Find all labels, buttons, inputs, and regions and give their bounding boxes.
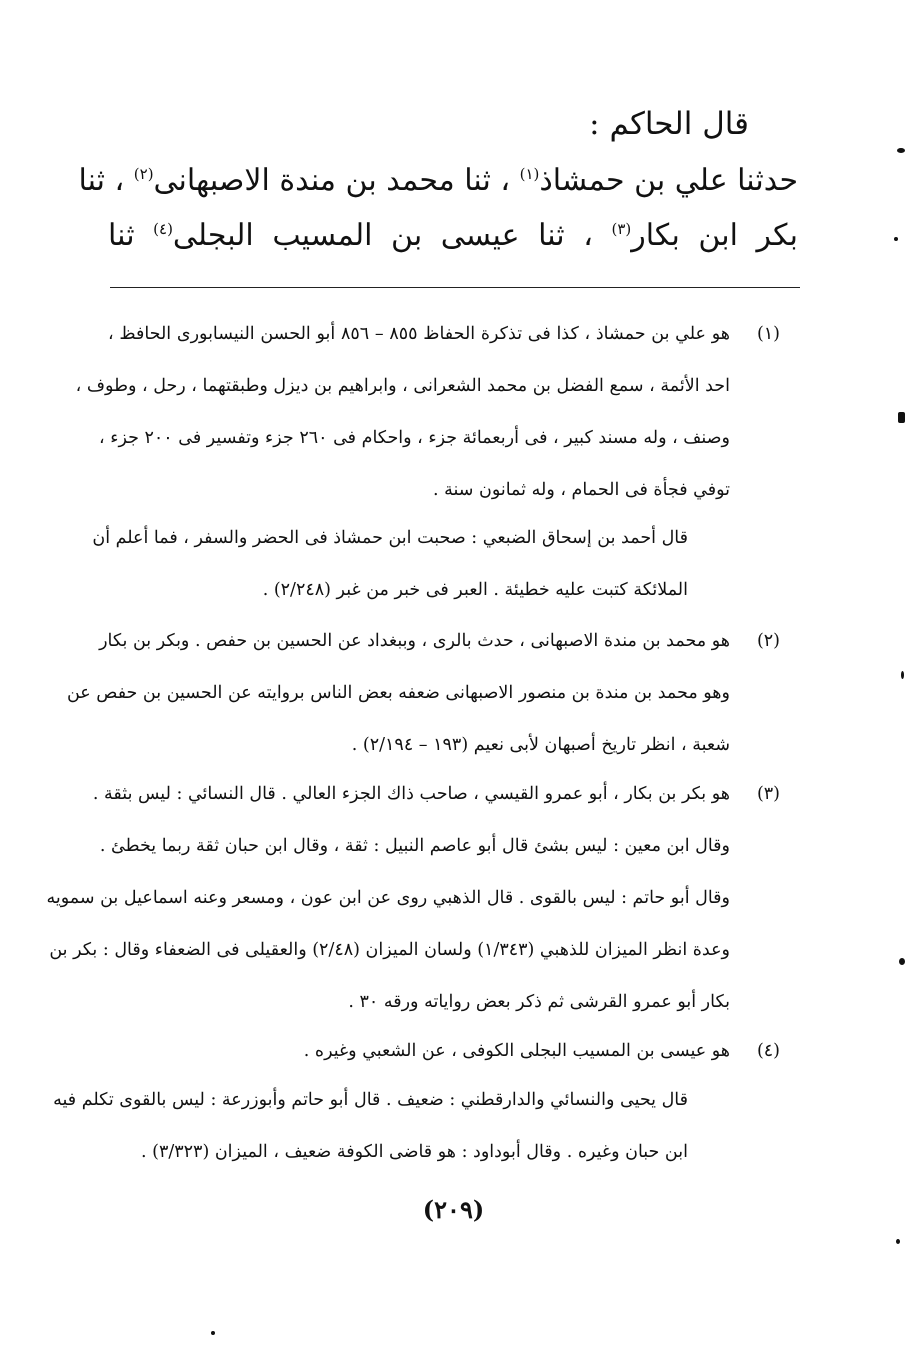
footnote-ref-1[interactable]: (١) (519, 165, 540, 183)
footnote-2-line: هو محمد بن مندة الاصبهانى ، حدث بالرى ، وببغداد عن الحسين بن حفص . وبكر بن بكار (99, 631, 730, 651)
footnote-1-extra-line: قال أحمد بن إسحاق الضبعي : صحبت ابن حمشاذ فى الحضر والسفر ، فما أعلم أن (92, 528, 688, 548)
scan-speck (897, 148, 905, 153)
footnote-4-extra-line: ابن حبان وغيره . وقال أبوداود : هو قاضى الكوفة ضعيف ، الميزان (٣/٣٢٣) . (140, 1142, 688, 1162)
footnote-1-line: احد الأئمة ، سمع الفضل بن محمد الشعرانى ، وابراهيم بن ديزل وطبقتهما ، رحل ، وطوف ، (75, 376, 730, 396)
main-text-line-1 (78, 152, 798, 210)
footnote-number-4: (٤) (756, 1041, 780, 1061)
footnote-1-extra-line: الملائكة كتبت عليه خطيئة . العبر فى خبر من غبر (٢/٢٤٨) . (262, 580, 688, 600)
footnote-ref-4[interactable]: (٤) (153, 220, 173, 238)
footnote-ref-2[interactable]: (٢) (133, 165, 154, 183)
main-text-line-2 (108, 207, 798, 265)
footnote-3-line: وقال أبو حاتم : ليس بالقوى . قال الذهبي روى عن ابن عون ، ومسعر وعنه اسماعيل بن سمويه (46, 888, 730, 908)
main-text-segment: ، ثنا عيسى بن المسيب البجلى (172, 218, 612, 253)
page-number: (٢٠٩) (422, 1195, 485, 1224)
scan-speck (898, 412, 905, 423)
footnote-1-line: هو علي بن حمشاذ ، كذا فى تذكرة الحفاظ ٨٥٥ – ٨٥٦ أبو الحسن النيسابورى الحافظ ، (108, 324, 730, 344)
main-text-segment: ثنا (108, 218, 154, 253)
main-text-segment: ، ثنا (78, 163, 134, 198)
footnote-4-line: هو عيسى بن المسيب البجلى الكوفى ، عن الشعبي وغيره . (303, 1041, 730, 1061)
main-text-segment: بكر ابن بكار (631, 218, 798, 253)
footnote-separator (110, 287, 800, 288)
footnote-3-line: وعدة انظر الميزان للذهبي (١/٣٤٣) ولسان الميزان (٢/٤٨) والعقيلى فى الضعفاء وقال : بكر بن (49, 940, 730, 960)
footnote-3-line: بكار أبو عمرو القرشى ثم ذكر بعض رواياته ورقه ٣٠ . (348, 992, 730, 1012)
footnote-4-extra-line: قال يحيى والنسائي والدارقطني : ضعيف . قال أبو حاتم وأبوزرعة : ليس بالقوى تكلم فيه (53, 1090, 688, 1110)
footnote-number-2: (٢) (756, 631, 780, 651)
footnote-ref-3[interactable]: (٣) (611, 220, 632, 238)
footnote-2-line: شعبة ، انظر تاريخ أصبهان لأبى نعيم (١٩٣ – ٢/١٩٤) . (351, 735, 730, 755)
scan-speck (894, 237, 898, 241)
scan-speck (896, 1239, 900, 1244)
section-heading: قال الحاكم : (589, 106, 749, 142)
footnote-2-line: وهو محمد بن مندة بن منصور الاصبهانى ضعفه بعض الناس بروايته عن الحسين بن حفص عن (66, 683, 730, 703)
scan-speck (901, 671, 904, 679)
scan-speck (211, 1331, 215, 1335)
footnote-number-1: (١) (756, 324, 780, 344)
scan-speck (899, 958, 905, 965)
footnote-1-line: وصنف ، وله مسند كبير ، فى أربعمائة جزء ، واحكام فى ٢٦٠ جزء وتفسير فى ٢٠٠ جزء ، (99, 428, 730, 448)
main-text-segment: ، ثنا محمد بن مندة الاصبهانى (153, 163, 520, 198)
footnote-3-line: وقال ابن معين : ليس بشئ قال أبو عاصم النبيل : ثقة ، وقال ابن حبان ثقة ربما يخطئ . (99, 836, 730, 856)
footnote-number-3: (٣) (756, 784, 780, 804)
footnote-1-line: توفي فجأة فى الحمام ، وله ثمانون سنة . (432, 480, 730, 500)
main-text-segment: حدثنا علي بن حمشاذ (539, 163, 798, 198)
footnote-3-line: هو بكر بن بكار ، أبو عمرو القيسي ، صاحب ذاك الجزء العالي . قال النسائي : ليس بثقة . (92, 784, 730, 804)
